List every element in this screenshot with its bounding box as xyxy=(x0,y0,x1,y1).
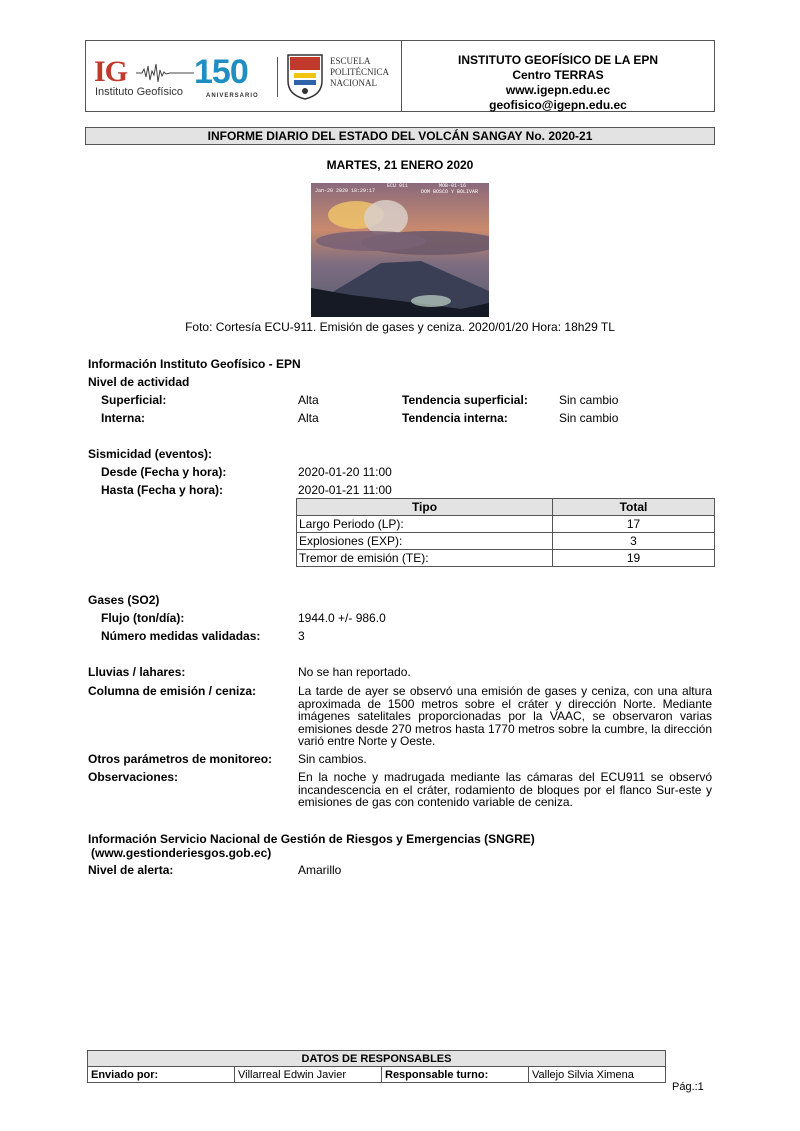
institute-name: INSTITUTO GEOFÍSICO DE LA EPN xyxy=(457,53,658,67)
table-row xyxy=(297,533,715,550)
volcano-photo-image xyxy=(311,183,489,317)
superficial-value: Alta xyxy=(298,393,319,407)
other-params-value: Sin cambios. xyxy=(298,752,367,766)
table-row xyxy=(297,516,715,533)
sngre-heading: Información Servicio Nacional de Gestión de Riesgos y Emergencias (SNGRE) xyxy=(88,832,535,846)
row-total: 17 xyxy=(553,516,715,533)
flux-label: Flujo (ton/día): xyxy=(101,611,185,625)
email-link[interactable]: geofisico@igepn.edu.ec xyxy=(489,98,627,112)
seismicity-heading: Sismicidad (eventos): xyxy=(88,447,213,461)
epn-shield-icon xyxy=(286,53,324,101)
alert-level-value: Amarillo xyxy=(298,863,342,877)
responsables-heading: DATOS DE RESPONSABLES xyxy=(88,1051,666,1067)
row-total: 3 xyxy=(553,533,715,550)
report-header xyxy=(85,40,715,112)
volcano-photo xyxy=(311,183,489,317)
internal-trend-value: Sin cambio xyxy=(559,411,619,425)
interna-value: Alta xyxy=(298,411,319,425)
emission-column-value: La tarde de ayer se observó una emisión de gases y ceniza, con una altura aproximada de 1500 metros sobre el cráter y dirección Norte. Mediante imágenes satelitales proporcionadas por la VAAC, se observaron varias emisiones desde 270 metros hasta 1770 metros sobre la cumbre, la dirección varió entre Norte y Oeste. xyxy=(298,684,712,748)
photo-camera-id: MOB-01-16 xyxy=(439,183,467,189)
surface-trend-value: Sin cambio xyxy=(559,393,619,407)
other-params-label: Otros parámetros de monitoreo: xyxy=(88,752,273,766)
emission-column-label: Columna de emisión / ceniza: xyxy=(88,684,257,698)
col-total: Total xyxy=(553,499,715,516)
photo-location: DOM BOSCO Y BOLIVAR xyxy=(421,189,479,195)
to-label: Hasta (Fecha y hora): xyxy=(101,483,224,497)
row-total: 19 xyxy=(553,550,715,567)
observations-label: Observaciones: xyxy=(88,770,179,784)
logos-cell xyxy=(86,41,402,111)
from-label: Desde (Fecha y hora): xyxy=(101,465,227,479)
table-row xyxy=(88,1067,666,1083)
surface-trend-label: Tendencia superficial: xyxy=(402,393,528,407)
flux-value: 1944.0 +/- 986.0 xyxy=(298,611,386,625)
sngre-website[interactable]: (www.gestionderiesgos.gob.ec) xyxy=(91,846,272,860)
gases-heading: Gases (SO2) xyxy=(88,593,160,607)
logo-divider xyxy=(277,57,278,97)
shift-value: Vallejo Silvia Ximena xyxy=(529,1067,666,1083)
responsables-header-row xyxy=(88,1051,666,1067)
photo-camera-label: ECU 911 xyxy=(387,183,409,189)
seismogram-icon xyxy=(136,63,194,83)
responsables-table xyxy=(87,1050,666,1083)
observations-value: En la noche y madrugada mediante las cámaras del ECU911 se observó incandescencia en el cráter, rodamiento de bloques por el flanco Sur-este y emisiones de gas con contenido variable de ceniza. xyxy=(298,770,712,809)
table-header-row xyxy=(297,499,715,516)
rain-label: Lluvias / lahares: xyxy=(88,665,186,679)
row-tipo: Tremor de emisión (TE): xyxy=(297,550,553,567)
col-tipo: Tipo xyxy=(297,499,553,516)
report-title: INFORME DIARIO DEL ESTADO DEL VOLCÁN SANGAY No. 2020-21 xyxy=(85,127,715,145)
to-value: 2020-01-21 11:00 xyxy=(298,483,392,497)
sent-by-value: Villarreal Edwin Javier xyxy=(235,1067,382,1083)
institute-info xyxy=(402,53,714,113)
page-number: Pág.:1 xyxy=(672,1081,704,1093)
internal-trend-label: Tendencia interna: xyxy=(402,411,508,425)
rain-value: No se han reportado. xyxy=(298,665,411,679)
photo-timestamp: Jan-20 2020 18:29:17 xyxy=(315,188,376,194)
activity-heading: Nivel de actividad xyxy=(88,375,190,389)
validated-count-label: Número medidas validadas: xyxy=(101,629,261,643)
table-row xyxy=(297,550,715,567)
from-value: 2020-01-20 11:00 xyxy=(298,465,392,479)
center-name: Centro TERRAS xyxy=(512,68,604,82)
epn-logo-text: ESCUELA POLITÉCNICA NACIONAL xyxy=(330,56,389,88)
website-link[interactable]: www.igepn.edu.ec xyxy=(505,83,611,97)
superficial-label: Superficial: xyxy=(101,393,167,407)
report-date: MARTES, 21 ENERO 2020 xyxy=(326,158,474,172)
row-tipo: Largo Periodo (LP): xyxy=(297,516,553,533)
row-tipo: Explosiones (EXP): xyxy=(297,533,553,550)
photo-caption: Foto: Cortesía ECU-911. Emisión de gases y ceniza. 2020/01/20 Hora: 18h29 TL xyxy=(185,320,615,334)
ig-logo: IG Instituto Geofísico xyxy=(94,55,194,99)
anniversary-150-logo: 150 ANIVERSARIO xyxy=(194,53,259,99)
interna-label: Interna: xyxy=(101,411,146,425)
shift-label: Responsable turno: xyxy=(382,1067,529,1083)
validated-count-value: 3 xyxy=(298,629,305,643)
seismicity-table xyxy=(296,498,715,567)
sent-by-label: Enviado por: xyxy=(88,1067,235,1083)
alert-level-label: Nivel de alerta: xyxy=(88,863,174,877)
ig-info-heading: Información Instituto Geofísico - EPN xyxy=(88,357,301,371)
